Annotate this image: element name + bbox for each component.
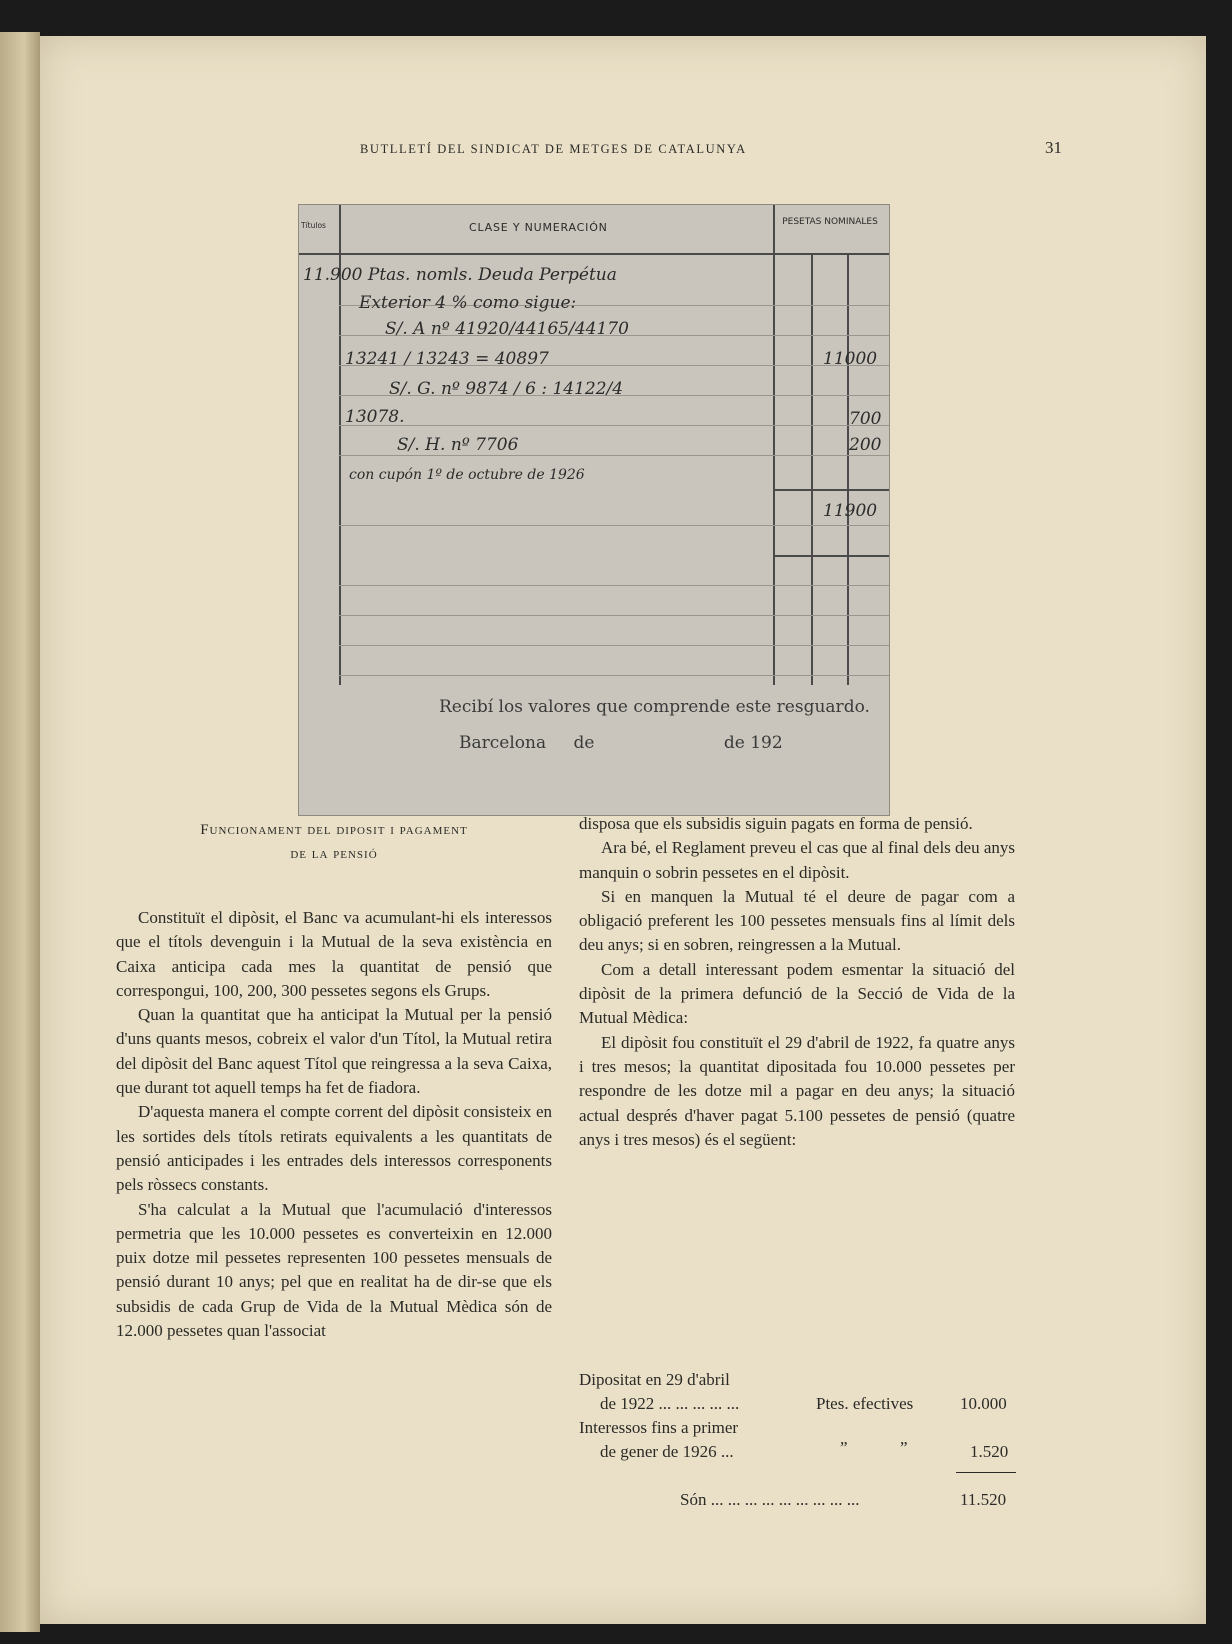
- column-clase: CLASE Y NUMERACIÓN: [469, 221, 608, 234]
- handwritten-line: S/. A nº 41920/44165/44170: [385, 319, 629, 339]
- ledger-unit: Ptes. efectives: [816, 1394, 914, 1413]
- ledger-amount: 10.000: [960, 1394, 1007, 1413]
- handwritten-line: S/. G. nº 9874 / 6 : 14122/4: [389, 379, 624, 399]
- ledger-ditto: ”: [900, 1438, 908, 1457]
- column-titulos: Títulos: [301, 221, 326, 230]
- paragraph: Com a detall interessant podem esmentar la situació del dipòsit de la primera defunció de la Secció de Vida de la Mutual Mèdica:: [579, 959, 1015, 1028]
- receipt-footer: Recibí los valores que comprende este resguardo.: [439, 697, 870, 717]
- handwritten-line: 13241 / 13243 = 40897: [345, 349, 549, 369]
- ledger-label: de gener de 1926 ...: [600, 1442, 734, 1461]
- receipt-place-date: Barcelona de de 192: [459, 733, 783, 753]
- column-pesetas: PESETAS NOMINALES: [782, 217, 878, 227]
- section-heading: Funcionament del diposit i pagament de la pensió: [200, 822, 468, 862]
- handwritten-line: con cupón 1º de octubre de 1926: [349, 467, 585, 483]
- facing-page-edge: [0, 32, 40, 1632]
- handwritten-total: 11900: [823, 501, 878, 521]
- receipt-photo: [298, 204, 890, 816]
- left-column: [116, 906, 552, 1343]
- paragraph: disposa que els subsidis siguin pagats en forma de pensió.: [579, 814, 973, 833]
- ledger-ditto: ”: [840, 1438, 848, 1457]
- handwritten-line: 13078.: [345, 407, 405, 427]
- paragraph: El dipòsit fou constituït el 29 d'abril de 1922, fa quatre anys i tres mesos; la quantitat dipositada fou 10.000 pessetes per respondre de les dotze mil a pagar en deu anys; la situació actual després d'haver pagat 5.100 pessetes de pensió (quatre anys i tres mesos) és el següent:: [579, 1032, 1015, 1149]
- paragraph: D'aquesta manera el compte corrent del dipòsit consisteix en les sortides dels títols retirats equivalents a les quantitats de pensió anticipades i les entrades dels interessos corresponents pels ròssecs constants.: [116, 1102, 552, 1195]
- page-number: 31: [1045, 138, 1062, 157]
- receipt-rule: [773, 555, 889, 557]
- handwritten-amount: 11000: [823, 349, 878, 369]
- sum-rule: [956, 1472, 1016, 1473]
- receipt-rule: [773, 205, 775, 685]
- ledger-label: de 1922 ... ... ... ... ...: [600, 1394, 740, 1413]
- page: [40, 36, 1206, 1624]
- paragraph: S'ha calculat a la Mutual que l'acumulació d'interessos permetria que les 10.000 pessetes es converteixin en 12.000 puix dotze mil pessetes representen 100 pessetes mensuals de pensió durant 10 anys; pel que en realitat ha de dir-se que els subsidis de cada Grup de Vida de la Mutual Mèdica són de 12.000 pessetes quan l'associat: [116, 1199, 552, 1341]
- right-column: [579, 812, 1015, 1152]
- paragraph: Si en manquen la Mutual té el deure de pagar com a obligació preferent les 100 pessetes mensuals fins al límit dels deu anys; si en sobren, reingressen a la Mutual.: [579, 886, 1015, 955]
- paragraph: Constituït el dipòsit, el Banc va acumulant-hi els interessos que el títols devenguin i la Mutual de la seva existència en Caixa anticipa cada mes la quantitat de pensió que correspongui, 100, 200, 300 pessetes segons els Grups.: [116, 908, 552, 1000]
- ledger-label: Són ... ... ... ... ... ... ... ... ...: [680, 1490, 860, 1509]
- ledger-label: Dipositat en 29 d'abril: [579, 1370, 730, 1389]
- handwritten-amount: 200: [849, 435, 882, 455]
- paragraph: Quan la quantitat que ha anticipat la Mutual per la pensió d'uns quants mesos, cobreix el valor d'un Títol, la Mutual retira del dipòsit del Banc aquest Títol que reingressa a la seva Caixa, que durant tot aquell temps ha fet de fiadora.: [116, 1005, 552, 1098]
- receipt-header: [299, 205, 889, 255]
- ledger-amount: 1.520: [970, 1442, 1009, 1461]
- handwritten-line: 11.900 Ptas. nomls. Deuda Perpétua: [303, 265, 617, 285]
- journal-title: BUTLLETÍ DEL SINDICAT DE METGES DE CATALUNYA: [360, 142, 747, 156]
- receipt-rule: [811, 253, 813, 685]
- ledger-label: Interessos fins a primer: [579, 1418, 739, 1437]
- paragraph: Ara bé, el Reglament preveu el cas que al final dels deu anys manquin o sobrin pessetes en el dipòsit.: [579, 838, 1015, 882]
- ledger-total: 11.520: [960, 1490, 1007, 1509]
- running-head: [40, 140, 1206, 160]
- handwritten-amount: 700: [849, 409, 882, 429]
- handwritten-line: S/. H. nº 7706: [397, 435, 519, 455]
- handwritten-line: Exterior 4 % como sigue:: [359, 293, 577, 313]
- receipt-rule: [847, 253, 849, 685]
- receipt-rule: [773, 489, 889, 491]
